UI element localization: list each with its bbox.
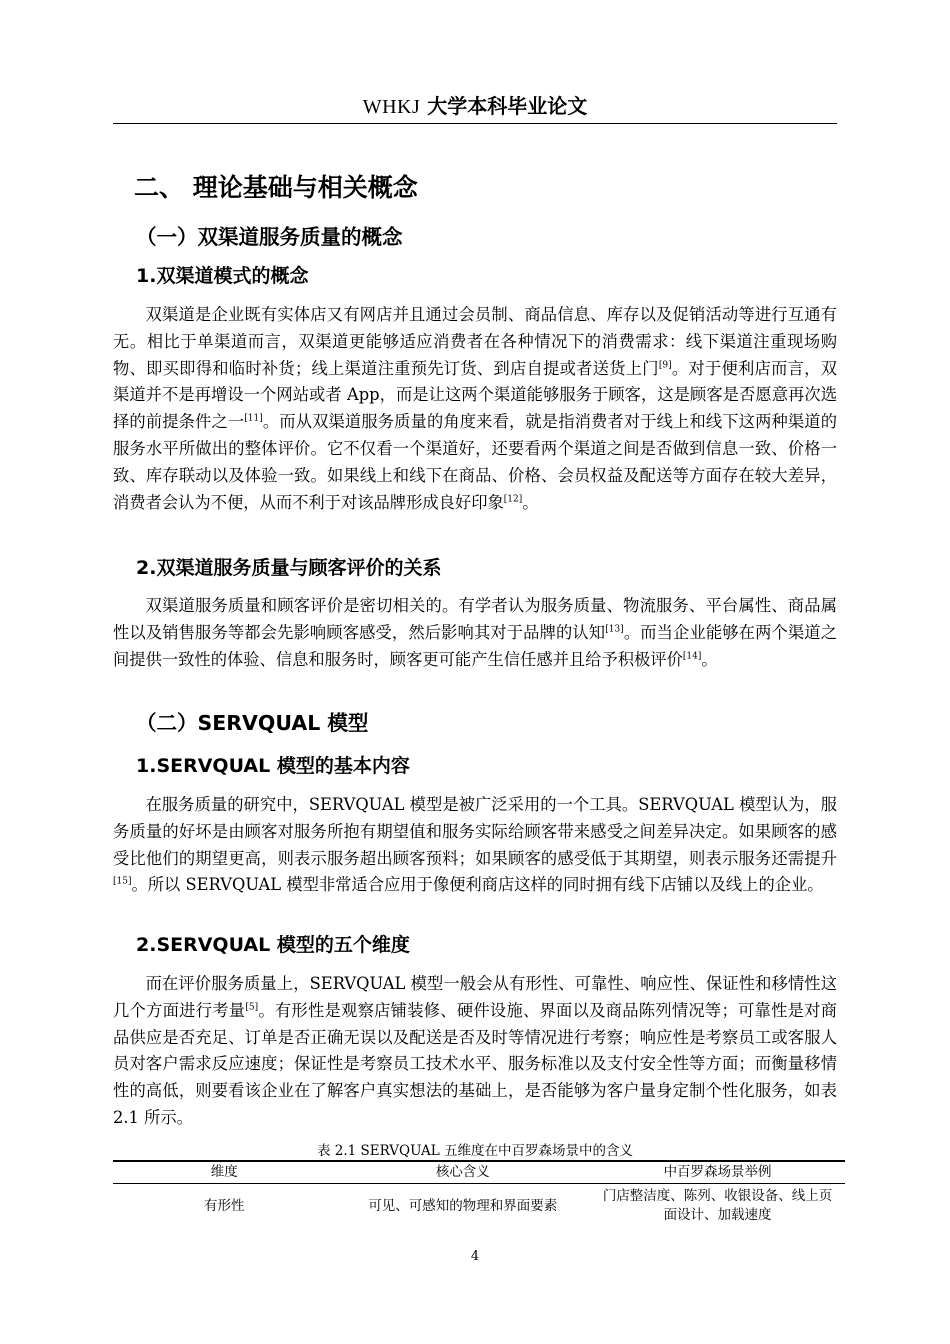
paragraph-five-dimensions: 而在评价服务质量上，SERVQUAL 模型一般会从有形性、可靠性、响应性、保证性和移情性这几个方面进行考量[5]。有形性是观察店铺装修、硬件设施、界面以及商品陈列情况等；可靠性是对商品供应是否充足、订单是否正确无误以及配送是否及时等情况进行考察；响应性是考察员工或客服人员对客户需求反应速度；保证性是考察员工技术水平、服务标准以及支付安全性等方面；而衡量移情性的高低，则要看该企业在了解客户真实想法的基础上，是否能够为客户量身定制个性化服务，如表 2.1 所示。 (113, 974, 837, 1127)
table-header-cell: 中百罗森场景举例 (590, 1161, 845, 1184)
citation: [11] (244, 413, 263, 424)
paragraph-dual-channel-mode: 双渠道是企业既有实体店又有网店并且通过会员制、商品信息、库存以及促销活动等进行互通有无。相比于单渠道而言，双渠道更能够适应消费者在各种情况下的消费需求：线下渠道注重现场购物、即买即得和临时补货；线上渠道注重预先订货、到店自提或者送货上门[9]。对于便利店而言，双渠道并不是再增设一个网站或者 App，而是让这两个渠道能够服务于顾客，这是顾客是否愿意再次选择的前提条件之一[11]。而从双渠道服务质量的角度来看，就是指消费者对于线上和线下这两种渠道的服务水平所做出的整体评价。它不仅看一个渠道好，还要看两个渠道之间是否做到信息一致、价格一致、库存联动以及体验一致。如果线上和线下在商品、价格、会员权益及配送等方面存在较大差异，消费者会认为不便，从而不利于对该品牌形成良好印象[12]。 (113, 305, 837, 512)
paragraph-servqual-basics: 在服务质量的研究中，SERVQUAL 模型是被广泛采用的一个工具。SERVQUAL 模型认为，服务质量的好坏是由顾客对服务所抱有期望值和服务实际给顾客带来感受之间差异决定。如果顾客的感受比他们的期望更高，则表示服务超出顾客预料；如果顾客的感受低于其期望，则表示服务还需提升[15]。所以 SERVQUAL 模型非常适合应用于像便利商店这样的同时拥有线下店铺以及线上的企业。 (113, 795, 837, 895)
header-title-latin: WHKJ (362, 96, 421, 118)
table-cell: 可见、可感知的物理和界面要素 (368, 1197, 558, 1214)
citation: [15] (113, 876, 132, 887)
citation: [12] (503, 494, 523, 505)
header-title-chinese: 大学本科毕业论文 (420, 94, 588, 118)
table-header-row (113, 1161, 845, 1184)
subsection-title-five-dimensions: 2.SERVQUAL 模型的五个维度 (136, 934, 410, 956)
citation: [9] (658, 360, 672, 371)
table-row (113, 1184, 845, 1229)
chapter-title: 二、 理论基础与相关概念 (134, 173, 418, 202)
header-rule (113, 123, 837, 124)
section-title-dual-channel: （一）双渠道服务质量的概念 (136, 225, 403, 249)
table-cell: 有形性 (204, 1197, 245, 1214)
table-caption: 表 2.1 SERVQUAL 五维度在中百罗森场景中的含义 (316, 1143, 634, 1159)
page-number: 4 (470, 1249, 480, 1264)
subsection-title-quality-evaluation: 2.双渠道服务质量与顾客评价的关系 (136, 557, 442, 579)
servqual-table (113, 1160, 845, 1228)
section-title-servqual: （二）SERVQUAL 模型 (136, 711, 369, 735)
citation: [13] (605, 624, 624, 635)
table-cell: 门店整洁度、陈列、收银设备、线上页面设计、加载速度 (602, 1188, 833, 1223)
table-header-cell: 核心含义 (336, 1161, 591, 1184)
paragraph-quality-evaluation: 双渠道服务质量和顾客评价是密切相关的。有学者认为服务质量、物流服务、平台属性、商品属性以及销售服务等都会先影响顾客感受，然后影响其对于品牌的认知[13]。而当企业能够在两个渠道之间提供一致性的体验、信息和服务时，顾客更可能产生信任感并且给予积极评价[14]。 (113, 596, 837, 669)
citation: [14] (682, 651, 702, 662)
subsection-title-servqual-basics: 1.SERVQUAL 模型的基本内容 (136, 755, 410, 777)
citation: [5] (245, 1002, 259, 1013)
running-header (113, 92, 837, 124)
table-header-cell: 维度 (113, 1161, 336, 1184)
subsection-title-dual-channel-mode: 1.双渠道模式的概念 (136, 265, 309, 287)
